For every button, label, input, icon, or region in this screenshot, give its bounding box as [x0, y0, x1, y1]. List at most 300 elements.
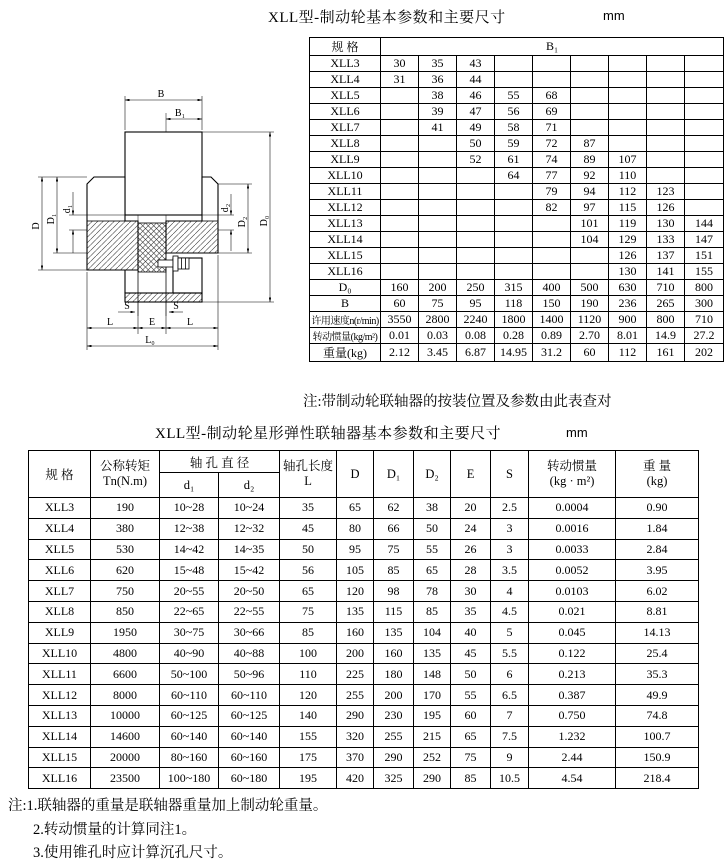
param-value-cell: 900: [609, 312, 647, 328]
value-cell: 98: [374, 581, 414, 602]
table-row: [310, 184, 724, 200]
param-value-cell: 800: [685, 280, 724, 296]
table-row: [310, 152, 724, 168]
value-cell: 135: [374, 622, 414, 643]
spec-cell: XLL10: [310, 168, 381, 184]
b1-value-cell: 36: [419, 72, 457, 88]
value-cell: 14~42: [160, 539, 219, 560]
b1-value-cell: 92: [571, 168, 609, 184]
b1-header-cell: B₁: [381, 38, 724, 56]
brake-rim-section: [125, 132, 202, 215]
b1-value-cell: 104: [571, 232, 609, 248]
table-row: [29, 705, 699, 726]
b1-value-cell: [571, 120, 609, 136]
param-value-cell: 27.2: [685, 328, 724, 344]
param-value-cell: 630: [609, 280, 647, 296]
table-row: [29, 622, 699, 643]
spec-cell: XLL5: [310, 88, 381, 104]
b1-value-cell: [381, 88, 419, 104]
b1-value-cell: [495, 56, 533, 72]
value-cell: 85: [414, 601, 451, 622]
param-value-cell: 0.28: [495, 328, 533, 344]
b1-value-cell: 39: [419, 104, 457, 120]
value-cell: 105: [337, 560, 374, 581]
dim-label-b: B: [157, 89, 165, 100]
param-value-cell: 75: [419, 296, 457, 312]
b1-value-cell: 130: [647, 216, 685, 232]
b1-value-cell: [419, 184, 457, 200]
value-cell: 50: [280, 539, 337, 560]
param-value-cell: 400: [533, 280, 571, 296]
torque-header-cell: [91, 451, 160, 498]
value-cell: 80: [337, 518, 374, 539]
value-cell: 1950: [91, 622, 160, 643]
param-label-cell: 重量(kg): [310, 344, 381, 362]
value-cell: 60~110: [219, 685, 280, 706]
value-cell: 60~180: [219, 768, 280, 789]
table-row: [29, 664, 699, 685]
value-cell: 0.750: [529, 705, 616, 726]
b1-value-cell: [495, 216, 533, 232]
param-value-cell: 300: [685, 296, 724, 312]
value-cell: 66: [374, 518, 414, 539]
coupling-table: [28, 450, 699, 789]
d1-header-cell: d₁: [160, 473, 219, 498]
b1-value-cell: [685, 136, 724, 152]
value-cell: 35: [280, 498, 337, 519]
b1-value-cell: 94: [571, 184, 609, 200]
b1-value-cell: [685, 152, 724, 168]
table-row: [310, 38, 724, 56]
spec-cell: XLL6: [310, 104, 381, 120]
b1-value-cell: [419, 264, 457, 280]
param-value-cell: 710: [685, 312, 724, 328]
spec-cell: XLL15: [29, 747, 91, 768]
param-value-cell: 202: [685, 344, 724, 362]
value-cell: 160: [337, 622, 374, 643]
value-cell: 195: [414, 705, 451, 726]
value-cell: 30: [451, 581, 491, 602]
dim-label-d-cap: D: [31, 222, 42, 230]
spec-cell: XLL12: [29, 685, 91, 706]
table1-note: 注:带制动轮联轴器的按装位置及参数由此表查对: [303, 394, 612, 410]
param-value-cell: 800: [647, 312, 685, 328]
D2-header-cell: D₂: [414, 451, 451, 498]
D-header-cell: D: [337, 451, 374, 498]
value-cell: 175: [280, 747, 337, 768]
b1-value-cell: [609, 56, 647, 72]
value-cell: 60: [451, 705, 491, 726]
dimension-labels: [31, 89, 270, 346]
b1-value-cell: [419, 248, 457, 264]
spec-cell: XLL16: [29, 768, 91, 789]
value-cell: 24: [451, 518, 491, 539]
bore-len-header-line1: 轴孔长度: [283, 459, 334, 473]
b1-value-cell: [533, 56, 571, 72]
b1-value-cell: 68: [533, 88, 571, 104]
spec-cell: XLL3: [310, 56, 381, 72]
b1-value-cell: [609, 88, 647, 104]
spec-cell: XLL10: [29, 643, 91, 664]
value-cell: 200: [337, 643, 374, 664]
value-cell: 85: [280, 622, 337, 643]
value-cell: 80~160: [160, 747, 219, 768]
spec-cell: XLL5: [29, 539, 91, 560]
value-cell: 65: [414, 560, 451, 581]
brake-wheel-table: [309, 37, 724, 362]
spec-cell: XLL4: [29, 518, 91, 539]
b1-value-cell: 71: [533, 120, 571, 136]
b1-value-cell: [685, 88, 724, 104]
b1-value-cell: [533, 72, 571, 88]
value-cell: 60~140: [219, 726, 280, 747]
value-cell: 215: [414, 726, 451, 747]
d2-header-cell: d₂: [219, 473, 280, 498]
param-value-cell: 0.03: [419, 328, 457, 344]
E-header-cell: E: [451, 451, 491, 498]
value-cell: 255: [374, 726, 414, 747]
bottom-note-3: 3.使用锥孔时应计算沉孔尺寸。: [33, 845, 233, 861]
value-cell: 160: [374, 643, 414, 664]
value-cell: 750: [91, 581, 160, 602]
value-cell: 120: [337, 581, 374, 602]
value-cell: 60~140: [160, 726, 219, 747]
value-cell: 420: [337, 768, 374, 789]
value-cell: 35.3: [616, 664, 699, 685]
b1-value-cell: [381, 264, 419, 280]
param-value-cell: 0.01: [381, 328, 419, 344]
b1-value-cell: [457, 168, 495, 184]
value-cell: 25.4: [616, 643, 699, 664]
param-value-cell: 3.45: [419, 344, 457, 362]
b1-value-cell: [419, 168, 457, 184]
value-cell: 50~96: [219, 664, 280, 685]
b1-value-cell: [533, 232, 571, 248]
spec-cell: XLL7: [310, 120, 381, 136]
value-cell: 10~24: [219, 498, 280, 519]
value-cell: 40~90: [160, 643, 219, 664]
b1-value-cell: [457, 200, 495, 216]
b1-value-cell: [495, 248, 533, 264]
value-cell: 0.213: [529, 664, 616, 685]
coupling-drawing: [30, 80, 310, 380]
b1-value-cell: [495, 200, 533, 216]
b1-value-cell: 49: [457, 120, 495, 136]
b1-value-cell: 130: [609, 264, 647, 280]
b1-value-cell: [533, 264, 571, 280]
value-cell: 218.4: [616, 768, 699, 789]
b1-value-cell: 129: [609, 232, 647, 248]
value-cell: 40: [451, 622, 491, 643]
table1-title: XLL型-制动轮基本参数和主要尺寸: [268, 10, 506, 26]
spec-cell: XLL7: [29, 581, 91, 602]
param-value-cell: 250: [457, 280, 495, 296]
b1-value-cell: [609, 104, 647, 120]
b1-value-cell: 97: [571, 200, 609, 216]
value-cell: 225: [337, 664, 374, 685]
b1-value-cell: 43: [457, 56, 495, 72]
value-cell: 65: [337, 498, 374, 519]
b1-value-cell: [381, 152, 419, 168]
b1-value-cell: 35: [419, 56, 457, 72]
table-row: [310, 312, 724, 328]
b1-value-cell: 31: [381, 72, 419, 88]
table-row: [310, 328, 724, 344]
value-cell: 230: [374, 705, 414, 726]
value-cell: 155: [280, 726, 337, 747]
b1-value-cell: 77: [533, 168, 571, 184]
value-cell: 0.122: [529, 643, 616, 664]
inertia-header-line1: 转动惯量: [547, 459, 598, 473]
b1-value-cell: 112: [609, 184, 647, 200]
value-cell: 100: [280, 643, 337, 664]
value-cell: 6: [491, 664, 529, 685]
value-cell: 15~42: [219, 560, 280, 581]
b1-value-cell: 58: [495, 120, 533, 136]
param-value-cell: 3550: [381, 312, 419, 328]
param-value-cell: 315: [495, 280, 533, 296]
table-row: [29, 560, 699, 581]
b1-value-cell: 47: [457, 104, 495, 120]
table-row: [310, 296, 724, 312]
inertia-header-line2: (kg · m²): [549, 474, 595, 488]
param-value-cell: 2.12: [381, 344, 419, 362]
spec-cell: XLL6: [29, 560, 91, 581]
b1-value-cell: 115: [609, 200, 647, 216]
value-cell: 56: [280, 560, 337, 581]
spec-cell: XLL15: [310, 248, 381, 264]
value-cell: 74.8: [616, 705, 699, 726]
value-cell: 290: [374, 747, 414, 768]
table-row: [29, 539, 699, 560]
value-cell: 12~38: [160, 518, 219, 539]
b1-value-cell: [685, 120, 724, 136]
value-cell: 290: [337, 705, 374, 726]
dim-label-d2: d₂: [220, 203, 231, 213]
spec-cell: XLL12: [310, 200, 381, 216]
value-cell: 49.9: [616, 685, 699, 706]
table-row: [310, 72, 724, 88]
spec-cell: XLL13: [310, 216, 381, 232]
bore-len-header-cell: [280, 451, 337, 498]
spec-cell: XLL8: [310, 136, 381, 152]
table-row: [310, 104, 724, 120]
b1-value-cell: 126: [647, 200, 685, 216]
table-row: [310, 248, 724, 264]
spec-cell: XLL14: [29, 726, 91, 747]
value-cell: 6.02: [616, 581, 699, 602]
value-cell: 45: [451, 643, 491, 664]
param-value-cell: 160: [381, 280, 419, 296]
table-row: [310, 232, 724, 248]
spec-cell: XLL11: [29, 664, 91, 685]
value-cell: 100.7: [616, 726, 699, 747]
b1-value-cell: 155: [685, 264, 724, 280]
b1-value-cell: [381, 184, 419, 200]
value-cell: 95: [337, 539, 374, 560]
b1-value-cell: [419, 200, 457, 216]
param-value-cell: 8.01: [609, 328, 647, 344]
param-value-cell: 500: [571, 280, 609, 296]
b1-value-cell: [571, 88, 609, 104]
value-cell: 0.0103: [529, 581, 616, 602]
b1-value-cell: 30: [381, 56, 419, 72]
value-cell: 148: [414, 664, 451, 685]
b1-value-cell: [419, 216, 457, 232]
param-value-cell: 190: [571, 296, 609, 312]
param-value-cell: 31.2: [533, 344, 571, 362]
value-cell: 530: [91, 539, 160, 560]
b1-value-cell: 55: [495, 88, 533, 104]
b1-value-cell: [457, 264, 495, 280]
param-value-cell: 118: [495, 296, 533, 312]
table-row: [29, 498, 699, 519]
b1-value-cell: [419, 152, 457, 168]
b1-value-cell: [495, 232, 533, 248]
value-cell: 7: [491, 705, 529, 726]
value-cell: 14600: [91, 726, 160, 747]
dim-label-d1: d₁: [62, 204, 73, 214]
dim-label-l0: L₀: [145, 335, 155, 346]
b1-value-cell: [609, 136, 647, 152]
param-value-cell: 710: [647, 280, 685, 296]
value-cell: 30~75: [160, 622, 219, 643]
value-cell: 50: [414, 518, 451, 539]
table-row: [310, 168, 724, 184]
value-cell: 60~110: [160, 685, 219, 706]
param-value-cell: 0.08: [457, 328, 495, 344]
value-cell: 3: [491, 539, 529, 560]
table-row: [29, 581, 699, 602]
table-row: [310, 200, 724, 216]
b1-value-cell: 110: [609, 168, 647, 184]
value-cell: 0.387: [529, 685, 616, 706]
weight-header-line1: 重 量: [642, 459, 672, 473]
spec-header-cell: 规 格: [310, 38, 381, 56]
dim-label-l-left: L: [106, 317, 114, 328]
spec-cell: XLL9: [310, 152, 381, 168]
b1-value-cell: 69: [533, 104, 571, 120]
b1-value-cell: [571, 248, 609, 264]
value-cell: 380: [91, 518, 160, 539]
b1-value-cell: [609, 72, 647, 88]
value-cell: 255: [337, 685, 374, 706]
param-value-cell: 150: [533, 296, 571, 312]
value-cell: 75: [451, 747, 491, 768]
param-value-cell: 1120: [571, 312, 609, 328]
value-cell: 150.9: [616, 747, 699, 768]
b1-value-cell: [685, 200, 724, 216]
b1-value-cell: 50: [457, 136, 495, 152]
value-cell: 38: [414, 498, 451, 519]
value-cell: 135: [337, 601, 374, 622]
value-cell: 100~180: [160, 768, 219, 789]
b1-value-cell: [533, 216, 571, 232]
bottom-note-1: 注:1.联轴器的重量是联轴器重量加上制动轮重量。: [8, 798, 328, 814]
value-cell: 6600: [91, 664, 160, 685]
table-row: [310, 136, 724, 152]
value-cell: 195: [280, 768, 337, 789]
value-cell: 4.5: [491, 601, 529, 622]
value-cell: 10000: [91, 705, 160, 726]
b1-value-cell: 56: [495, 104, 533, 120]
weight-header-line2: (kg): [646, 474, 668, 488]
b1-value-cell: [685, 104, 724, 120]
value-cell: 110: [280, 664, 337, 685]
b1-value-cell: [609, 120, 647, 136]
table-row: [29, 601, 699, 622]
b1-value-cell: [457, 216, 495, 232]
value-cell: 140: [280, 705, 337, 726]
b1-value-cell: [647, 120, 685, 136]
b1-value-cell: 72: [533, 136, 571, 152]
param-label-cell: 许用速度n(r/min): [310, 312, 381, 328]
value-cell: 200: [374, 685, 414, 706]
value-cell: 5.5: [491, 643, 529, 664]
b1-value-cell: [685, 56, 724, 72]
value-cell: 50~100: [160, 664, 219, 685]
dim-label-d0: D₀: [259, 215, 270, 227]
value-cell: 0.0004: [529, 498, 616, 519]
value-cell: 180: [374, 664, 414, 685]
value-cell: 5: [491, 622, 529, 643]
b1-value-cell: 44: [457, 72, 495, 88]
b1-value-cell: 64: [495, 168, 533, 184]
value-cell: 104: [414, 622, 451, 643]
value-cell: 190: [91, 498, 160, 519]
b1-value-cell: [381, 120, 419, 136]
value-cell: 75: [374, 539, 414, 560]
b1-value-cell: 38: [419, 88, 457, 104]
value-cell: 0.021: [529, 601, 616, 622]
value-cell: 14.13: [616, 622, 699, 643]
dim-label-d2-cap: D₂: [237, 216, 248, 228]
b1-value-cell: 41: [419, 120, 457, 136]
value-cell: 2.44: [529, 747, 616, 768]
value-cell: 60~125: [219, 705, 280, 726]
table-row: [310, 264, 724, 280]
b1-value-cell: 137: [647, 248, 685, 264]
b1-value-cell: 46: [457, 88, 495, 104]
value-cell: 20000: [91, 747, 160, 768]
dim-label-l-right: L: [186, 317, 194, 328]
value-cell: 3.5: [491, 560, 529, 581]
value-cell: 20: [451, 498, 491, 519]
table-row: [29, 518, 699, 539]
table-row: [310, 120, 724, 136]
value-cell: 135: [414, 643, 451, 664]
b1-value-cell: [647, 168, 685, 184]
value-cell: 8.81: [616, 601, 699, 622]
b1-value-cell: 119: [609, 216, 647, 232]
param-value-cell: 236: [609, 296, 647, 312]
value-cell: 20~50: [219, 581, 280, 602]
value-cell: 850: [91, 601, 160, 622]
param-value-cell: 6.87: [457, 344, 495, 362]
value-cell: 2.5: [491, 498, 529, 519]
value-cell: 320: [337, 726, 374, 747]
value-cell: 22~55: [219, 601, 280, 622]
param-value-cell: 60: [381, 296, 419, 312]
dim-label-b1: B₁: [174, 108, 186, 119]
drawing-outline: [87, 132, 218, 302]
b1-value-cell: 147: [685, 232, 724, 248]
value-cell: 35: [451, 601, 491, 622]
dim-label-e: E: [148, 317, 156, 328]
b1-value-cell: [495, 264, 533, 280]
b1-value-cell: 107: [609, 152, 647, 168]
value-cell: 75: [280, 601, 337, 622]
